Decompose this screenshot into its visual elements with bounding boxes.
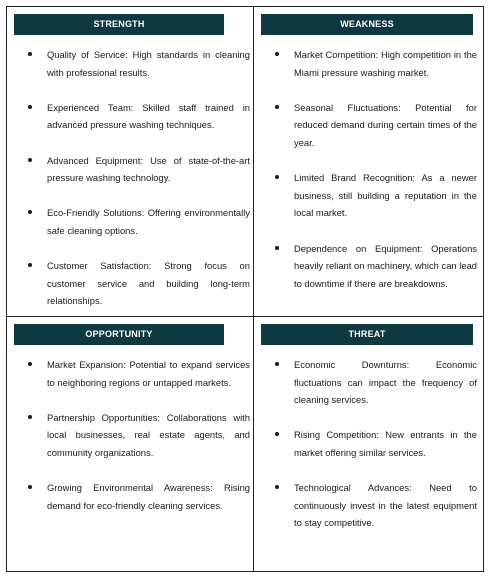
list-item: Quality of Service: High standards in cleaning with professional results. bbox=[26, 46, 250, 81]
list-item: Partnership Opportunities: Collaborations with local businesses, real estate agents, and community organizations. bbox=[26, 409, 250, 462]
weakness-quadrant bbox=[254, 7, 483, 317]
opportunity-header: OPPORTUNITY bbox=[14, 324, 224, 345]
strength-header: STRENGTH bbox=[14, 14, 224, 35]
threat-quadrant bbox=[254, 317, 483, 571]
list-item: Experienced Team: Skilled staff trained in advanced pressure washing techniques. bbox=[26, 99, 250, 134]
threat-list bbox=[273, 356, 477, 550]
list-item: Economic Downturns: Economic fluctuations can impact the frequency of cleaning services. bbox=[273, 356, 477, 409]
list-item: Dependence on Equipment: Operations heavily reliant on machinery, which can lead to downtime if there are breakdowns. bbox=[273, 240, 477, 293]
list-item: Customer Satisfaction: Strong focus on customer service and building long-term relationships. bbox=[26, 257, 250, 310]
list-item: Seasonal Fluctuations: Potential for reduced demand during certain times of the year. bbox=[273, 99, 477, 152]
list-item: Advanced Equipment: Use of state-of-the-art pressure washing technology. bbox=[26, 152, 250, 187]
threat-header: THREAT bbox=[261, 324, 473, 345]
list-item: Growing Environmental Awareness: Rising demand for eco-friendly cleaning services. bbox=[26, 479, 250, 514]
list-item: Rising Competition: New entrants in the market offering similar services. bbox=[273, 426, 477, 461]
list-item: Market Expansion: Potential to expand services to neighboring regions or untapped markets. bbox=[26, 356, 250, 391]
list-item: Market Competition: High competition in the Miami pressure washing market. bbox=[273, 46, 477, 81]
opportunity-quadrant bbox=[7, 317, 254, 571]
opportunity-list bbox=[26, 356, 250, 532]
weakness-header: WEAKNESS bbox=[261, 14, 473, 35]
strength-quadrant bbox=[7, 7, 254, 317]
swot-analysis-grid bbox=[6, 6, 484, 572]
list-item: Limited Brand Recognition: As a newer business, still building a reputation in the local market. bbox=[273, 169, 477, 222]
list-item: Technological Advances: Need to continuously invest in the latest equipment to stay competitive. bbox=[273, 479, 477, 532]
strength-list bbox=[26, 46, 250, 328]
list-item: Eco-Friendly Solutions: Offering environmentally safe cleaning options. bbox=[26, 204, 250, 239]
weakness-list bbox=[273, 46, 477, 310]
